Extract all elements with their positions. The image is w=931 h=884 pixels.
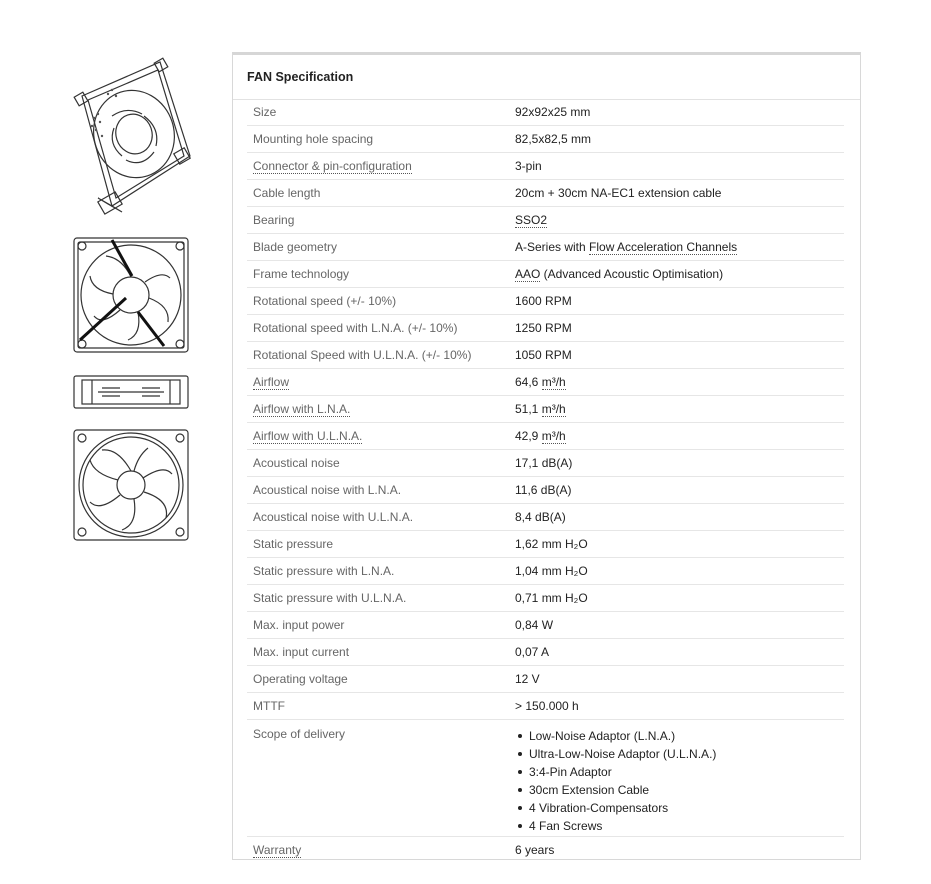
fan-side-drawing[interactable]	[72, 374, 190, 410]
spec-label-cell	[247, 153, 515, 180]
spec-label: Mounting hole spacing	[253, 132, 374, 146]
spec-row	[247, 504, 844, 531]
spec-row	[247, 612, 844, 639]
spec-value-cell	[515, 207, 844, 234]
spec-label: Rotational speed with L.N.A. (+/- 10%)	[253, 321, 458, 335]
spec-label-cell	[247, 99, 515, 126]
spec-value-cell	[515, 666, 844, 693]
spec-value: 0,84 W	[515, 618, 554, 632]
spec-value: 20cm + 30cm NA-EC1 extension cable	[515, 186, 722, 200]
spec-value-cell	[515, 99, 844, 126]
spec-value: 1,04 mm H₂O	[515, 564, 588, 578]
spec-value-cell	[515, 720, 844, 837]
panel-title: FAN Specification	[233, 55, 860, 100]
spec-label-cell	[247, 126, 515, 153]
spec-label: Cable length	[253, 186, 321, 200]
spec-value-link[interactable]: m³/h	[541, 375, 566, 389]
spec-label: Scope of delivery	[253, 727, 346, 741]
spec-label-cell	[247, 612, 515, 639]
spec-value-link[interactable]: AAO	[515, 267, 541, 281]
spec-row	[247, 234, 844, 261]
spec-label: Rotational speed (+/- 10%)	[253, 294, 397, 308]
spec-row	[247, 666, 844, 693]
spec-row	[247, 837, 844, 864]
spec-row	[247, 261, 844, 288]
spec-label: Operating voltage	[253, 672, 348, 686]
spec-row	[247, 126, 844, 153]
spec-row	[247, 153, 844, 180]
list-item: 30cm Extension Cable	[529, 781, 844, 799]
spec-value: 17,1 dB(A)	[515, 456, 573, 470]
list-item: 4 Vibration-Compensators	[529, 799, 844, 817]
spec-label-cell	[247, 234, 515, 261]
spec-label-cell	[247, 531, 515, 558]
spec-row	[247, 585, 844, 612]
spec-label-cell	[247, 639, 515, 666]
spec-label-cell	[247, 504, 515, 531]
spec-label-cell	[247, 693, 515, 720]
spec-row	[247, 207, 844, 234]
spec-value-cell	[515, 477, 844, 504]
list-item: 4 Fan Screws	[529, 817, 844, 835]
spec-row	[247, 99, 844, 126]
spec-value-cell	[515, 126, 844, 153]
spec-value: 82,5x82,5 mm	[515, 132, 592, 146]
spec-row	[247, 531, 844, 558]
spec-value: 8,4 dB(A)	[515, 510, 566, 524]
spec-label: Bearing	[253, 213, 295, 227]
delivery-list	[515, 727, 844, 835]
list-item: 3:4-Pin Adaptor	[529, 763, 844, 781]
spec-value: 12 V	[515, 672, 540, 686]
spec-label: Acoustical noise	[253, 456, 340, 470]
spec-label: Rotational Speed with U.L.N.A. (+/- 10%)	[253, 348, 472, 362]
spec-row	[247, 369, 844, 396]
spec-value-cell	[515, 153, 844, 180]
spec-value: 0,71 mm H₂O	[515, 591, 588, 605]
spec-label: Static pressure	[253, 537, 334, 551]
spec-value: > 150.000 h	[515, 699, 579, 713]
spec-label: Acoustical noise with L.N.A.	[253, 483, 402, 497]
spec-label-link[interactable]: Airflow with L.N.A.	[253, 402, 351, 416]
spec-value: 1250 RPM	[515, 321, 572, 335]
fan-back-drawing[interactable]	[72, 428, 190, 542]
spec-value-cell	[515, 504, 844, 531]
spec-row	[247, 720, 844, 837]
spec-label-link[interactable]: Warranty	[253, 843, 302, 857]
spec-row	[247, 558, 844, 585]
spec-label-cell	[247, 423, 515, 450]
spec-value-cell	[515, 288, 844, 315]
spec-value: 1,62 mm H₂O	[515, 537, 588, 551]
spec-label-cell	[247, 315, 515, 342]
spec-value: 1050 RPM	[515, 348, 572, 362]
spec-value-cell	[515, 396, 844, 423]
spec-value: (Advanced Acoustic Optimisation)	[540, 267, 724, 281]
spec-value: 11,6 dB(A)	[515, 483, 572, 497]
spec-label-cell	[247, 396, 515, 423]
spec-label: Max. input power	[253, 618, 345, 632]
spec-value: 1600 RPM	[515, 294, 572, 308]
spec-value-link[interactable]: Flow Acceleration Channels	[589, 240, 738, 254]
spec-label: Acoustical noise with U.L.N.A.	[253, 510, 414, 524]
spec-value: 51,1	[515, 402, 542, 416]
spec-value: 64,6	[515, 375, 542, 389]
spec-label-cell	[247, 207, 515, 234]
spec-value: 92x92x25 mm	[515, 105, 591, 119]
spec-label: Static pressure with L.N.A.	[253, 564, 395, 578]
spec-row	[247, 477, 844, 504]
list-item: Ultra-Low-Noise Adaptor (U.L.N.A.)	[529, 745, 844, 763]
spec-row	[247, 180, 844, 207]
spec-label-cell	[247, 720, 515, 837]
spec-row	[247, 288, 844, 315]
spec-label: Static pressure with U.L.N.A.	[253, 591, 407, 605]
spec-row	[247, 342, 844, 369]
spec-label-cell	[247, 369, 515, 396]
spec-value-link[interactable]: m³/h	[541, 402, 566, 416]
spec-value-cell	[515, 612, 844, 639]
spec-value: 0,07 A	[515, 645, 550, 659]
spec-label: Blade geometry	[253, 240, 338, 254]
spec-value: A-Series with	[515, 240, 590, 254]
spec-label-cell	[247, 585, 515, 612]
spec-value-cell	[515, 261, 844, 288]
spec-value-cell	[515, 369, 844, 396]
spec-value-cell	[515, 180, 844, 207]
spec-row	[247, 450, 844, 477]
spec-label-cell	[247, 261, 515, 288]
spec-value-cell	[515, 531, 844, 558]
spec-label-link[interactable]: Airflow with U.L.N.A.	[253, 429, 363, 443]
spec-value: 3-pin	[515, 159, 542, 173]
spec-label: MTTF	[253, 699, 285, 713]
spec-value-cell	[515, 639, 844, 666]
list-item: Low-Noise Adaptor (L.N.A.)	[529, 727, 844, 745]
spec-value-cell	[515, 450, 844, 477]
spec-label: Max. input current	[253, 645, 350, 659]
spec-value-link[interactable]: m³/h	[541, 429, 566, 443]
spec-row	[247, 693, 844, 720]
spec-label-cell	[247, 666, 515, 693]
spec-value-cell	[515, 315, 844, 342]
spec-table	[247, 99, 844, 863]
spec-label-link[interactable]: Airflow	[253, 375, 290, 389]
spec-label-cell	[247, 837, 515, 864]
spec-label-cell	[247, 288, 515, 315]
spec-value-cell	[515, 342, 844, 369]
spec-value-cell	[515, 234, 844, 261]
spec-value-cell	[515, 837, 844, 864]
spec-label-link[interactable]: Connector & pin-configuration	[253, 159, 412, 173]
spec-row	[247, 423, 844, 450]
spec-label-cell	[247, 477, 515, 504]
spec-row	[247, 396, 844, 423]
spec-value: 6 years	[515, 843, 555, 857]
spec-label-cell	[247, 558, 515, 585]
fan-specification-panel	[232, 52, 861, 860]
spec-value: 42,9	[515, 429, 542, 443]
spec-value-cell	[515, 423, 844, 450]
spec-label: Size	[253, 105, 277, 119]
spec-label-cell	[247, 180, 515, 207]
spec-row	[247, 315, 844, 342]
spec-value-cell	[515, 585, 844, 612]
fan-front-drawing[interactable]	[72, 236, 190, 354]
fan-isometric-drawing[interactable]	[72, 56, 196, 216]
spec-value-cell	[515, 693, 844, 720]
spec-label-cell	[247, 450, 515, 477]
spec-value-cell	[515, 558, 844, 585]
spec-value-link[interactable]: SSO2	[515, 213, 548, 227]
spec-label: Frame technology	[253, 267, 350, 281]
spec-label-cell	[247, 342, 515, 369]
spec-row	[247, 639, 844, 666]
